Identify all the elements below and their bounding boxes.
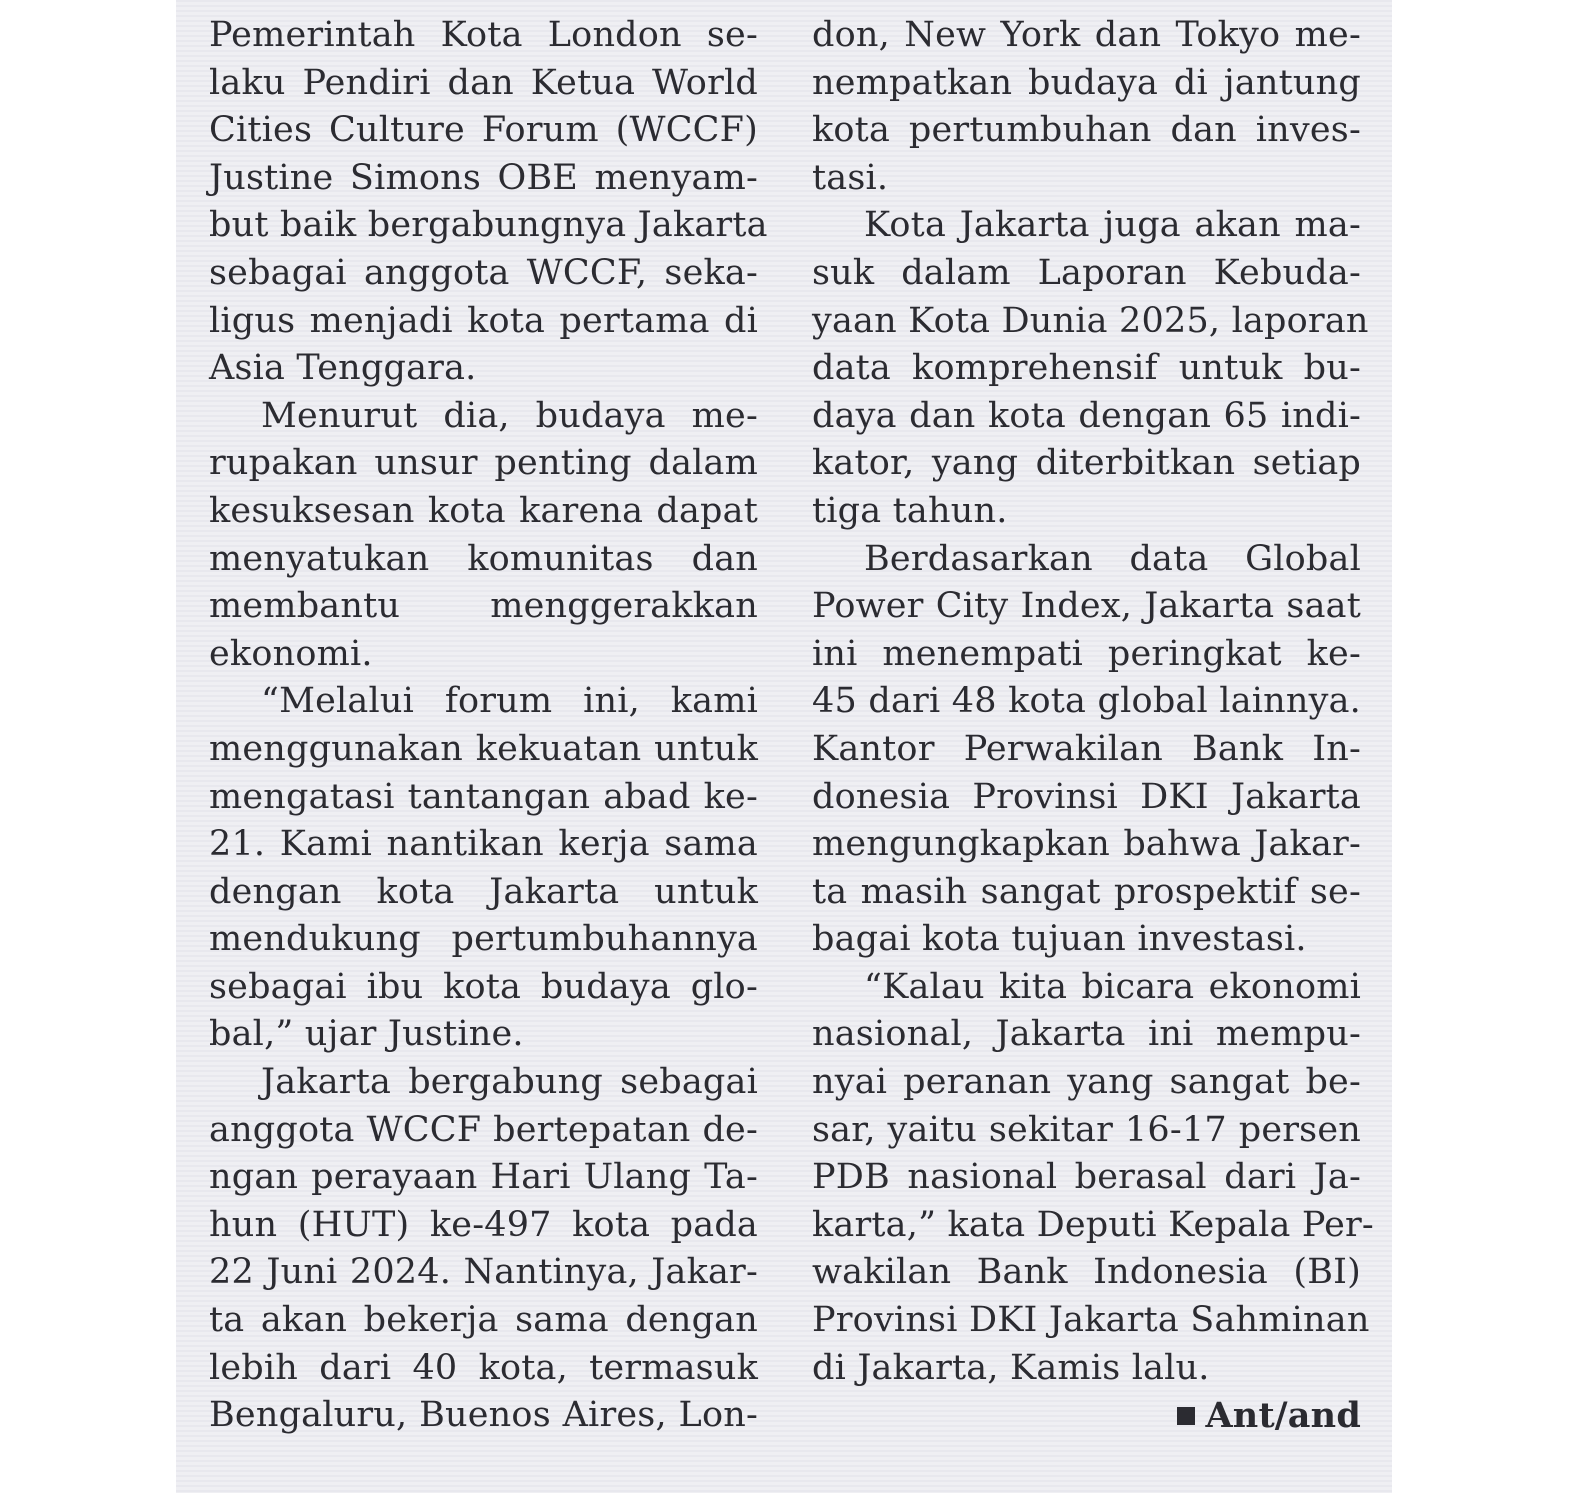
article-line: menyatukan komunitas dan [209, 538, 758, 579]
newspaper-clipping [176, 0, 1392, 1493]
article-line: Power City Index, Jakarta saat [812, 586, 1361, 627]
article-line: menggunakan kekuatan untuk [209, 728, 758, 769]
article-line: sar, yaitu sekitar 16-17 persen [812, 1109, 1361, 1150]
square-bullet-icon [1177, 1407, 1195, 1425]
article-line: karta,” kata Deputi Kepala Per- [812, 1204, 1374, 1245]
article-line: kota pertumbuhan dan inves- [812, 110, 1361, 151]
article-line: tiga tahun. [812, 490, 1008, 531]
article-line: Kota Jakarta juga akan ma- [864, 205, 1361, 246]
article-line: lebih dari 40 kota, termasuk [209, 1347, 758, 1388]
article-line: sebagai anggota WCCF, seka- [209, 252, 758, 293]
article-line: mengungkapkan bahwa Jakar- [812, 824, 1361, 865]
article-line: ta akan bekerja sama dengan [209, 1300, 758, 1341]
article-line: “Kalau kita bicara ekonomi [864, 966, 1361, 1007]
article-line: mendukung pertumbuhannya [209, 919, 758, 960]
article-line: Pemerintah Kota London se- [209, 15, 758, 55]
article-line: membantu menggerakkan [209, 586, 758, 627]
article-line: don, New York dan Tokyo me- [812, 15, 1361, 55]
article-line: daya dan kota dengan 65 indi- [812, 395, 1361, 436]
article-line: laku Pendiri dan Ketua World [209, 62, 758, 103]
article-line: nasional, Jakarta ini mempu- [812, 1014, 1361, 1055]
article-line: hun (HUT) ke-497 kota pada [209, 1204, 758, 1245]
article-line: rupakan unsur penting dalam [209, 443, 758, 484]
article-line: data komprehensif untuk bu- [812, 348, 1361, 389]
article-line: Asia Tenggara. [209, 348, 477, 389]
article-line: ini menempati peringkat ke- [812, 633, 1361, 674]
byline-text: Ant/and [1205, 1395, 1361, 1437]
article-line: donesia Provinsi DKI Jakarta [812, 776, 1361, 817]
article-line: but baik bergabungnya Jakarta [209, 205, 768, 246]
article-line: “Melalui forum ini, kami [261, 681, 758, 722]
article-line: 45 dari 48 kota global lainnya. [812, 681, 1361, 722]
article-line: bagai kota tujuan investasi. [812, 919, 1307, 960]
article-line: 22 Juni 2024. Nantinya, Jakar- [209, 1252, 758, 1293]
article-line: Justine Simons OBE menyam- [209, 157, 758, 198]
article-line: Berdasarkan data Global [864, 538, 1361, 579]
article-line: di Jakarta, Kamis lalu. [812, 1347, 1210, 1388]
article-line: ligus menjadi kota pertama di [209, 300, 758, 341]
article-line: bal,” ujar Justine. [209, 1014, 524, 1055]
article-line: 21. Kami nantikan kerja sama [209, 824, 758, 865]
article-line: Bengaluru, Buenos Aires, Lon- [209, 1395, 758, 1436]
article-line: Kantor Perwakilan Bank In- [812, 728, 1361, 769]
article-line: Menurut dia, budaya me- [261, 395, 758, 436]
article-line: kator, yang diterbitkan setiap [812, 443, 1361, 484]
article-line: Jakarta bergabung sebagai [261, 1062, 758, 1103]
article-line: anggota WCCF bertepatan de- [209, 1109, 758, 1150]
article-line: PDB nasional berasal dari Ja- [812, 1157, 1361, 1198]
article-line: kesuksesan kota karena dapat [209, 490, 758, 531]
article-line: Cities Culture Forum (WCCF) [209, 110, 758, 151]
article-line: suk dalam Laporan Kebuda- [812, 252, 1361, 293]
article-line: sebagai ibu kota budaya glo- [209, 966, 758, 1007]
article-line: Provinsi DKI Jakarta Sahminan [812, 1300, 1370, 1341]
article-line: ta masih sangat prospektif se- [812, 871, 1361, 912]
article-column-left [209, 12, 768, 1440]
article-column-right [812, 12, 1374, 1440]
article-line: nyai peranan yang sangat be- [812, 1062, 1361, 1103]
article-line: ekonomi. [209, 633, 373, 674]
article-line: tasi. [812, 157, 889, 198]
article-line: nempatkan budaya di jantung [812, 62, 1361, 103]
article-line: mengatasi tantangan abad ke- [209, 776, 758, 817]
article-line: dengan kota Jakarta untuk [209, 871, 758, 912]
article-line: ngan perayaan Hari Ulang Ta- [209, 1157, 758, 1198]
article-line: yaan Kota Dunia 2025, laporan [812, 300, 1369, 341]
article-line: wakilan Bank Indonesia (BI) [812, 1252, 1361, 1293]
byline [812, 1392, 1361, 1440]
